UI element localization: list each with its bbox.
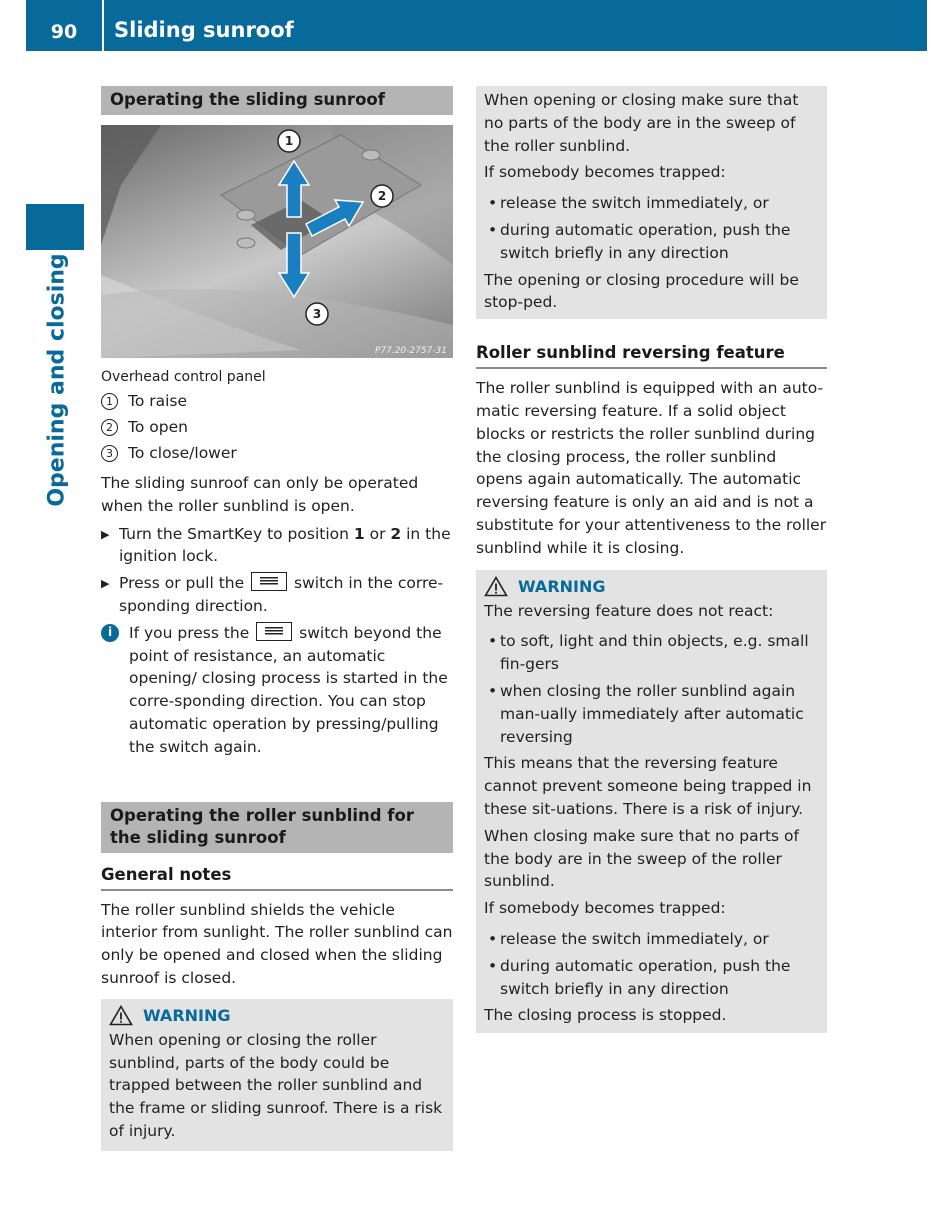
overhead-panel-photo [101, 125, 453, 358]
section-heading-roller-sunblind: Operating the roller sunblind for the sliding sunroof [101, 802, 453, 853]
warning-paragraph: The closing process is stopped. [484, 1006, 727, 1025]
warning-triangle-icon [109, 1005, 133, 1026]
instruction-step [101, 572, 453, 618]
callout-list [101, 388, 453, 466]
general-notes-text: The roller sunblind shields the vehicle interior from sunlight. The roller sunblind can only be opened and closed when the sliding sunroof is closed. [101, 900, 453, 987]
page-title: Sliding sunroof [114, 17, 294, 42]
warning-label: WARNING [518, 577, 606, 597]
left-column [101, 86, 453, 1151]
warning-box [101, 999, 453, 1151]
list-item: • when closing the roller sunblind again man-ually immediately after automatic reversing [488, 681, 804, 746]
warning-triangle-icon [484, 576, 508, 597]
step-text: Turn the SmartKey to position 1 or 2 in the ignition lock. [119, 524, 451, 566]
step-arrow-icon: ▶ [101, 577, 110, 591]
reversing-heading: Roller sunblind reversing feature [476, 343, 827, 369]
warning-title [484, 574, 818, 600]
info-icon: i [101, 624, 119, 642]
list-item: • to soft, light and thin objects, e.g. small fin-gers [488, 632, 809, 674]
instruction-step [101, 523, 453, 569]
box-paragraph: If somebody becomes trapped: [484, 163, 726, 182]
warning-paragraph: When closing make sure that no parts of the body are in the sweep of the roller sunblind. [484, 826, 799, 891]
intro-paragraph: The sliding sunroof can only be operated when the roller sunblind is open. [101, 474, 419, 515]
warning-paragraph: If somebody becomes trapped: [484, 899, 726, 918]
callout-2: 2 [377, 189, 387, 203]
list-item [101, 414, 453, 440]
callout-1: 1 [284, 134, 294, 148]
step-text: Press or pull the switch in the corre-sponding direction. [119, 574, 444, 615]
list-item-text: To open [128, 418, 188, 436]
list-item: • release the switch immediately, or [488, 929, 769, 948]
list-item-text: To raise [128, 392, 188, 410]
warning-label: WARNING [143, 1006, 231, 1026]
callout-3: 3 [312, 307, 322, 321]
list-item: • during automatic operation, push the switch briefly in any direction [488, 220, 791, 262]
info-text: If you press the switch beyond the point of resistance, an automatic opening/ closing process is started in the corre-sponding direction. You can stop automatic operation by pressing/pulling the switch again. [129, 623, 448, 756]
step-arrow-icon: ▶ [101, 527, 110, 541]
box-paragraph: When opening or closing make sure that no parts of the body are in the sweep of the roller sunblind. [484, 91, 799, 155]
page-header [26, 0, 927, 51]
header-divider [102, 0, 104, 51]
warning-box [476, 570, 827, 1034]
warning-paragraph: This means that the reversing feature cannot prevent someone being trapped in these sit-uations. There is a risk of injury. [484, 754, 812, 818]
photo-caption: Overhead control panel [101, 369, 266, 385]
list-item [101, 440, 453, 466]
box-paragraph: The opening or closing procedure will be stop-ped. [484, 270, 799, 312]
number-circle: 2 [101, 419, 118, 436]
section-heading-sunroof: Operating the sliding sunroof [101, 86, 453, 115]
list-item-text: To close/lower [128, 444, 237, 462]
switch-icon [256, 622, 292, 641]
reversing-text: The roller sunblind is equipped with an auto-matic reversing feature. If a solid object blocks or restricts the roller sunblind during the closing process, the roller sunblind opens again automatically. The automatic reversing feature is only an aid and is not a substitute for your attentiveness to the roller sunblind while it is closing. [476, 379, 827, 557]
info-note [101, 622, 453, 759]
section-tab-label: Opening and closing [44, 253, 70, 507]
warning-text: When opening or closing the roller sunblind, parts of the body could be trapped between the roller sunblind and the frame or sliding sunroof. There is a risk of injury. [109, 1030, 443, 1140]
number-circle: 3 [101, 445, 118, 462]
photo-illustration [101, 125, 453, 358]
list-item: • during automatic operation, push the switch briefly in any direction [488, 956, 791, 998]
list-item [101, 388, 453, 414]
page-number: 90 [50, 20, 78, 43]
section-tab-marker [26, 204, 84, 250]
warning-title [109, 1003, 444, 1029]
warning-continuation-box [476, 86, 827, 319]
warning-paragraph: The reversing feature does not react: [484, 601, 774, 620]
right-column [476, 86, 827, 1033]
list-item: • release the switch immediately, or [488, 194, 769, 213]
switch-icon [251, 572, 287, 591]
image-code: P77.20-2757-31 [374, 346, 447, 356]
general-notes-heading: General notes [101, 865, 453, 891]
number-circle: 1 [101, 393, 118, 410]
